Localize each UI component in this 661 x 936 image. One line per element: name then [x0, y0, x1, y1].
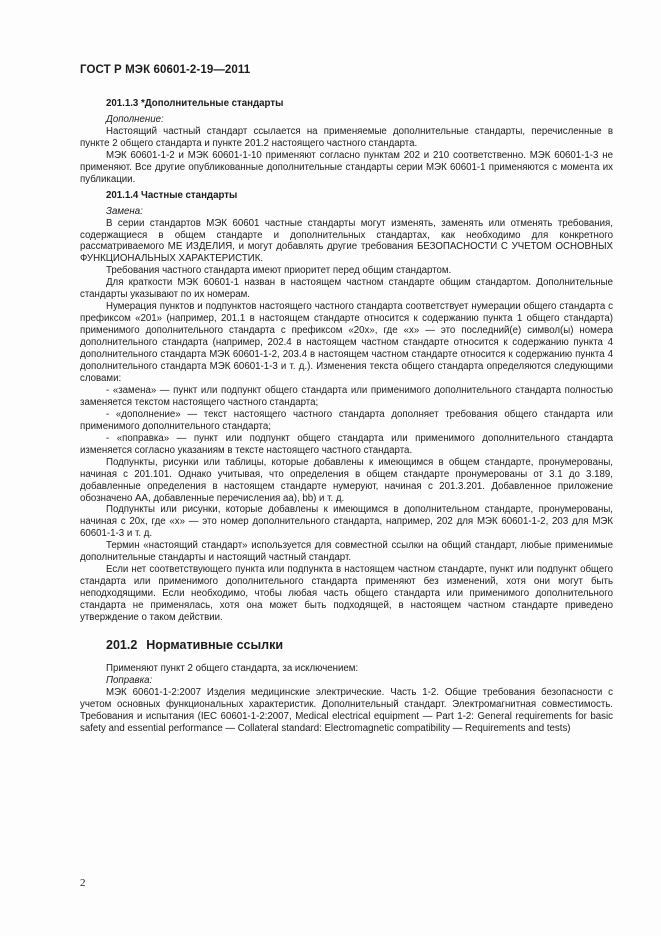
paragraph: МЭК 60601-1-2 и МЭК 60601-1-10 применяют согласно пунктам 202 и 210 соответственно. МЭК 60601-1-3 не применяют. Все другие опубликованные дополнительные стандарты серии МЭК 60601-1 применяются с момента их публикации.: [80, 149, 613, 185]
paragraph: Подпункты или рисунки, которые добавлены к имеющимся в дополнительном стандарте, пронумерованы, начиная с 20x, где «x» — это номер дополнительного стандарта, например, 202 для МЭК 60601-1-2, 203 для МЭК 60601-1-3 и т. д.: [80, 504, 613, 540]
section-heading-201-2: [80, 637, 613, 652]
list-item: - «замена» — пункт или подпункт общего стандарта или применимого дополнительного стандарта полностью заменяется текстом настоящего частного стандарта;: [80, 384, 613, 408]
list-item: - «дополнение» — текст настоящего частного стандарта дополняет требования общего стандарта или применимого дополнительного стандарта;: [80, 408, 613, 432]
paragraph: Подпункты, рисунки или таблицы, которые добавлены к имеющимся в общем стандарте, пронумерованы, начиная с 201.101. Однако учитывая, что определения в общем стандарте пронумерованы от 3.1 до 3.189, добавленные определения в настоящем стандарте нумеруют, начиная с 201.3.201. Добавленное приложение обозначено АА, добавленные перечисления аа), bb) и т. д.: [80, 456, 613, 504]
paragraph: Применяют пункт 2 общего стандарта, за исключением:: [106, 662, 359, 674]
paragraph: Для краткости МЭК 60601-1 назван в настоящем частном стандарте общим стандартом. Дополнительные стандарты указывают по их номерам.: [80, 277, 613, 301]
document-body: [80, 98, 613, 735]
correction-note: Поправка:: [106, 674, 153, 686]
paragraph: Если нет соответствующего пункта или подпункта в настоящем частном стандарте, пункт или подпункт общего стандарта или применимого дополнительного стандарта применяют без изменений, хотя они могут быть неподходящими. Если необходимо, чтобы любая часть общего стандарта или применимого дополнительного стандарта не применялась, хотя она может быть подходящей, в настоящем частном стандарте приведено утверждение о таком действии.: [80, 564, 613, 624]
section-title: Нормативные ссылки: [146, 637, 284, 652]
page-number: 2: [80, 877, 86, 889]
document-header: ГОСТ Р МЭК 60601-2-19—2011: [80, 64, 251, 76]
section-heading-201-1-4: 201.1.4 Частные стандарты: [106, 189, 238, 201]
paragraph: В серии стандартов МЭК 60601 частные стандарты могут изменять, заменять или отменять требования, содержащиеся в общем стандарте и дополнительных стандартах, как необходимо для конкретного рассматриваемого МЕ ИЗДЕЛИЯ, и могут добавлять другие требования БЕЗОПАСНОСТИ С УЧЕТОМ ОСНОВНЫХ ФУНКЦИОНАЛЬНЫХ ХАРАКТЕРИСТИК.: [80, 217, 613, 265]
normative-reference: МЭК 60601-1-2:2007 Изделия медицинские электрические. Часть 1-2. Общие требования безопасности с учетом основных функциональных характеристик. Дополнительный стандарт. Электромагнитная совместимость. Требования и испытания (IEC 60601-1-2:2007, Medical electrical equipment — Part 1-2: General requirements for basic safety and essential performance — Collateral standard: Electromagnetic compatibility — Requirements and tests): [80, 686, 613, 734]
amendment-note: Дополнение:: [106, 113, 164, 125]
list-item: - «поправка» — пункт или подпункт общего стандарта или применимого дополнительного стандарта изменяется согласно указаниям в тексте настоящего частного стандарта.: [80, 432, 613, 456]
paragraph: Термин «настоящий стандарт» используется для совместной ссылки на общий стандарт, любые применимые дополнительные стандарты и настоящий частный стандарт.: [80, 540, 613, 564]
section-heading-201-1-3: 201.1.3 *Дополнительные стандарты: [106, 98, 284, 109]
paragraph: Нумерация пунктов и подпунктов настоящего частного стандарта соответствует нумерации общего стандарта с префиксом «201» (например, 201.1 в настоящем стандарте относится к содержанию пункта 1 общего стандарта) применимого дополнительного стандарта с префиксом «20x», где «x» — это последний(е) символ(ы) номера дополнительного стандарта (например, 202.4 в настоящем частном стандарте относится к содержанию пункта 4 дополнительного стандарта МЭК 60601-1-2, 203.4 в настоящем частном стандарте относится к содержанию пункта 4 дополнительного стандарта МЭК 60601-1-3 и т. д.). Изменения текста общего стандарта определяются следующими словами:: [80, 301, 613, 384]
replacement-note: Замена:: [106, 205, 143, 217]
paragraph: Требования частного стандарта имеют приоритет перед общим стандартом.: [106, 265, 452, 277]
paragraph: Настоящий частный стандарт ссылается на применяемые дополнительные стандарты, перечисленные в пункте 2 общего стандарта и пункте 201.2 настоящего частного стандарта.: [80, 125, 613, 149]
section-number: 201.2: [106, 637, 138, 652]
